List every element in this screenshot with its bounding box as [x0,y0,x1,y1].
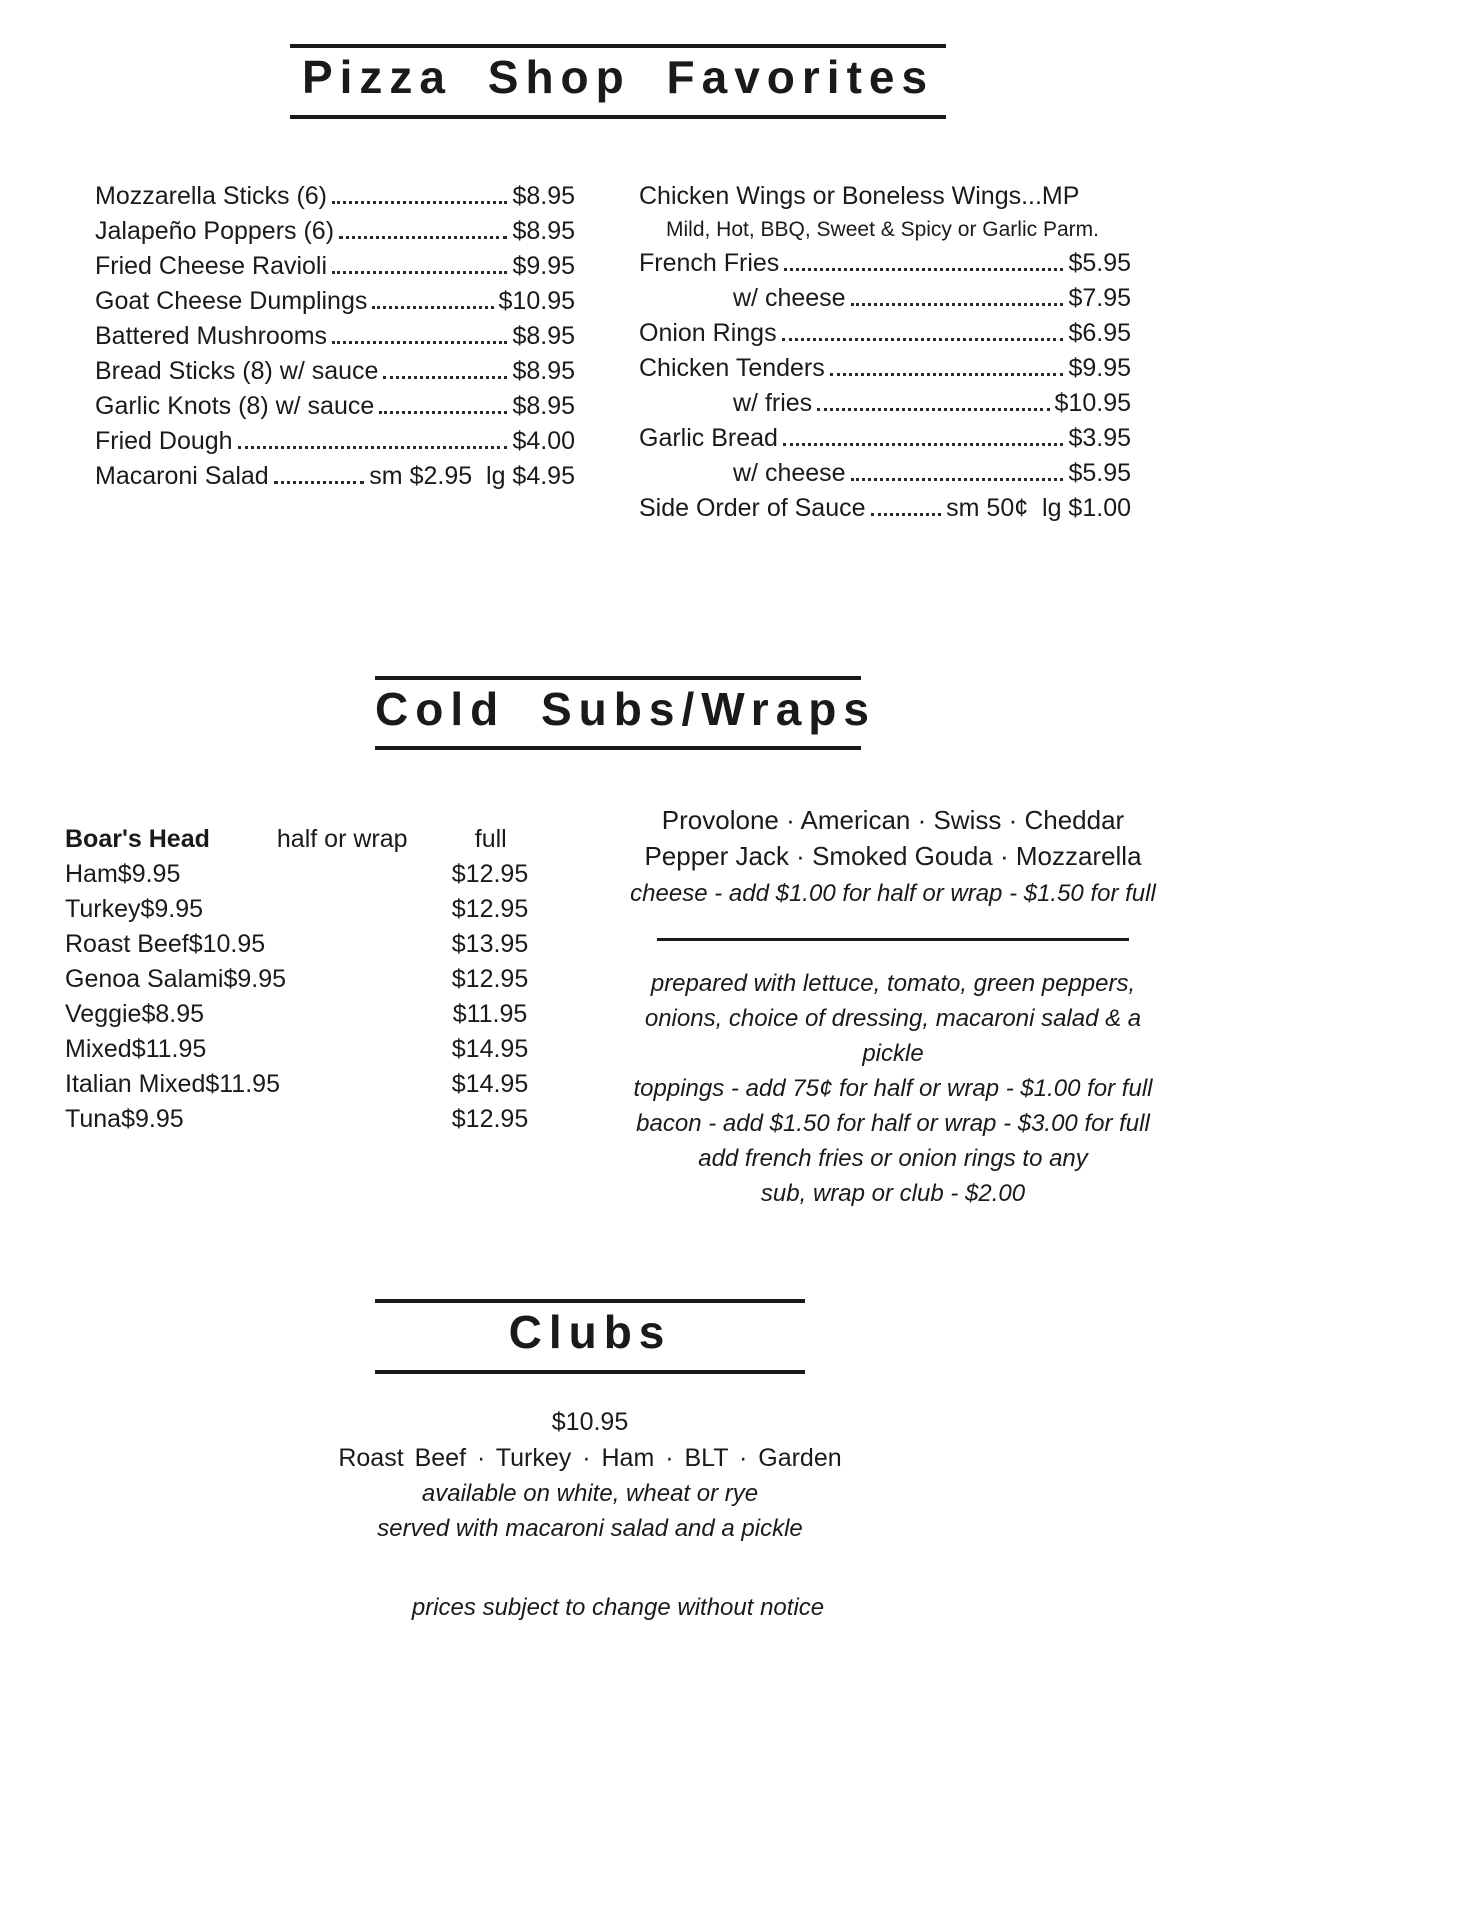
item-name: Garlic Bread [639,423,778,452]
dot-leader [851,303,1064,306]
menu-item-row [95,319,575,354]
item-name: Jalapeño Poppers (6) [95,216,335,245]
clubs-title-block [375,1299,805,1374]
dot-leader [830,373,1064,376]
full-price: $12.95 [451,895,529,924]
dot-leader [871,513,942,516]
item-name: Battered Mushrooms [95,321,328,350]
item-price: $7.95 [1068,283,1131,312]
item-price: $5.95 [1068,458,1131,487]
dot-leader [851,478,1064,481]
cheese-options-line-2: Pepper Jack · Smoked Gouda · Mozzarella [644,841,1142,872]
full-price: $12.95 [451,1105,529,1134]
half-price: $9.95 [223,965,286,994]
full-price: $12.95 [451,860,529,889]
clubs-section [0,1299,1180,1546]
cold-subs-section [0,676,1236,1212]
item-price: $8.95 [512,181,575,210]
table-row [65,1032,565,1067]
menu-item-row [639,421,1131,456]
item-price: $8.95 [512,391,575,420]
full-price: $14.95 [451,1035,529,1064]
dot-leader [784,268,1063,271]
table-row [65,1102,565,1137]
wings-flavors-note: Mild, Hot, BBQ, Sweet & Spicy or Garlic Parm. [666,217,1099,241]
item-name: w/ cheese [733,283,846,312]
half-price: $9.95 [117,860,181,889]
table-row [65,927,565,962]
sub-name: Ham [65,860,118,889]
cold-subs-section-title: Cold Subs/Wraps [375,682,876,735]
clubs-body [0,1404,1180,1546]
cold-subs-notes-column [613,802,1173,1211]
item-price: $6.95 [1068,318,1131,347]
sub-name: Veggie [65,1000,142,1029]
clubs-section-title: Clubs [508,1306,672,1359]
menu-item-row [95,284,575,319]
menu-item-row [95,249,575,284]
cold-subs-title-block [375,676,876,751]
sub-name: Turkey [65,895,141,924]
prep-note-line: add french fries or onion rings to any [698,1145,1088,1173]
prep-note-line: sub, wrap or club - $2.00 [760,1180,1026,1208]
menu-item-row [95,179,575,214]
menu-item-row [639,246,1131,281]
clubs-varieties: Roast Beef · Turkey · Ham · BLT · Garden [338,1443,842,1472]
half-price: $9.95 [121,1105,184,1134]
item-price: sm $2.95 lg $4.95 [369,461,575,490]
favorites-section [0,44,1236,526]
favorites-title-block [290,44,946,119]
full-price: $13.95 [451,930,529,959]
item-name: Side Order of Sauce [639,493,866,522]
clubs-bread-note: available on white, wheat or rye [421,1479,759,1507]
table-row [65,962,565,997]
half-price: $9.95 [140,895,204,924]
item-price: $8.95 [512,321,575,350]
item-name: Fried Cheese Ravioli [95,251,328,280]
item-price: $4.00 [512,426,575,455]
item-name: Goat Cheese Dumplings [95,286,368,315]
dot-leader [817,408,1049,411]
sub-name: Genoa Salami [65,965,224,994]
item-name: French Fries [639,248,780,277]
table-row [65,997,565,1032]
dot-leader [379,411,507,414]
item-price: sm 50¢ lg $1.00 [946,493,1131,522]
item-name: w/ fries [733,388,813,417]
dot-leader [238,446,508,449]
item-name: Mozzarella Sticks (6) [95,181,327,210]
full-price: $14.95 [451,1070,529,1099]
item-name: Macaroni Salad [95,461,269,490]
cold-subs-price-table [65,802,565,1211]
clubs-sides-note: served with macaroni salad and a pickle [377,1514,803,1542]
half-price: $11.95 [131,1035,207,1064]
cold-subs-columns [0,802,1236,1211]
half-price: $10.95 [188,930,266,959]
favorites-section-title: Pizza Shop Favorites [301,51,935,103]
divider-rule [657,938,1129,941]
menu-item-row [639,316,1131,351]
menu-item-row [639,281,1131,316]
menu-item-row [639,179,1131,214]
half-price: $11.95 [205,1070,280,1099]
table-row [65,1067,565,1102]
table-row [65,892,565,927]
half-price: $8.95 [141,1000,205,1029]
column-header-full: full [474,825,507,854]
favorites-columns [0,179,1236,526]
menu-item-row [639,491,1131,526]
prep-note-line: toppings - add 75¢ for half or wrap - $1.00 for full [633,1075,1153,1103]
content-column [0,44,1236,1622]
dot-leader [274,481,365,484]
prep-note-line: onions, choice of dressing, macaroni salad & a pickle [644,1005,1142,1068]
prep-note-line: bacon - add $1.50 for half or wrap - $3.00 for full [636,1110,1150,1138]
sub-name: Italian Mixed [65,1070,206,1099]
dot-leader [339,236,507,239]
dot-leader [383,376,507,379]
item-name: w/ cheese [733,458,846,487]
dot-leader [372,306,493,309]
item-name: Onion Rings [639,318,777,347]
menu-item-row [95,424,575,459]
dot-leader [782,338,1064,341]
item-price: $3.95 [1068,423,1131,452]
item-price: $8.95 [512,356,575,385]
sub-name: Tuna [65,1105,122,1134]
menu-item-row [95,389,575,424]
item-price: $5.95 [1068,248,1131,277]
prep-note-line: prepared with lettuce, tomato, green peppers, [650,970,1136,998]
full-price: $12.95 [451,965,529,994]
item-price: $8.95 [512,216,575,245]
item-name: Fried Dough [95,426,233,455]
subs-table-header [65,822,565,857]
sub-name: Mixed [65,1035,132,1064]
item-name: Chicken Tenders [639,353,825,382]
menu-item-row [639,386,1131,421]
menu-item-row [639,456,1131,491]
item-name: Bread Sticks (8) w/ sauce [95,356,379,385]
table-row [65,857,565,892]
dot-leader [332,201,507,204]
favorites-right-column [639,179,1131,526]
menu-item-row [95,354,575,389]
dot-leader [332,341,507,344]
brand-label: Boar's Head [65,825,210,854]
item-name: Garlic Knots (8) w/ sauce [95,391,375,420]
dot-leader [332,271,507,274]
item-price: $9.95 [512,251,575,280]
menu-item-row [95,459,575,494]
item-price: $10.95 [1054,388,1131,417]
menu-item-row [95,214,575,249]
cheese-options-line-1: Provolone · American · Swiss · Cheddar [661,805,1125,836]
item-name: Chicken Wings or Boneless Wings...MP [639,181,1080,210]
sub-name: Roast Beef [65,930,189,959]
favorites-left-column [95,179,575,526]
column-header-half: half or wrap [276,825,408,854]
dot-leader [783,443,1063,446]
price-disclaimer: prices subject to change without notice [411,1593,825,1621]
item-price: $9.95 [1068,353,1131,382]
item-price: $10.95 [498,286,575,315]
cheese-pricing-note: cheese - add $1.00 for half or wrap - $1.50 for full [630,880,1156,908]
clubs-price: $10.95 [551,1407,629,1436]
menu-item-row [639,351,1131,386]
full-price: $11.95 [452,1000,528,1029]
